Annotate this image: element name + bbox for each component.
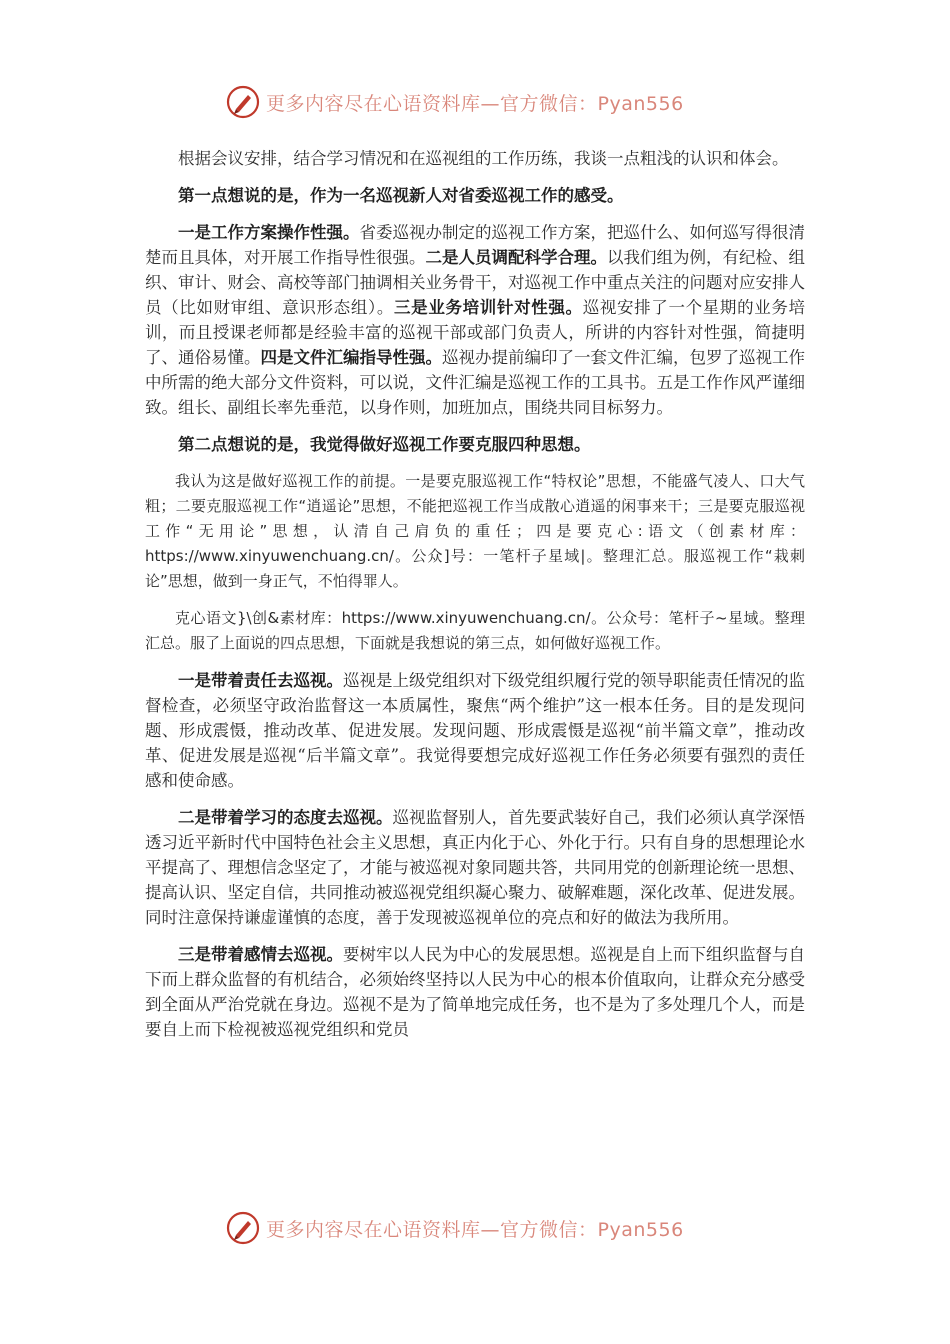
banner-text: 更多内容尽在心语资料库—官方微信：Pyan556 xyxy=(266,1218,684,1241)
section-heading-2: 第二点想说的是，我觉得做好巡视工作要克服四种思想。 xyxy=(178,435,591,454)
footer-banner xyxy=(0,1208,950,1248)
banner-text: 更多内容尽在心语资料库—官方微信：Pyan556 xyxy=(266,92,684,115)
emotion-paragraph: 三是带着感情去巡视。要树牢以人民为中心的发展思想。巡视是自上而下组织监督与自下而上群众监督的有机结合，必须始终坚持以人民为中心的根本价值取向，让群众充分感受到全面从严治党就在身边。巡视不是为了简单地完成任务，也不是为了多处理几个人，而是要自上而下检视被巡视党组织和党员 xyxy=(145,945,805,1039)
document-body xyxy=(145,146,805,1042)
learning-paragraph: 二是带着学习的态度去巡视。巡视监督别人，首先要武装好自己，我们必须认真学深悟透习近平新时代中国特色社会主义思想，真正内化于心、外化于行。只有自身的思想理论水平提高了、理想信念坚定了，才能与被巡视对象同题共答，共同用党的创新理论统一思想、提高认识、坚定自信，共同推动被巡视党组织凝心聚力、破解难题，深化改革、促进发展。同时注意保持谦虚谨慎的态度，善于发现被巡视单位的亮点和好的做法为我所用。 xyxy=(145,808,805,927)
section-heading-1: 第一点想说的是，作为一名巡视新人对省委巡视工作的感受。 xyxy=(178,186,624,205)
header-banner xyxy=(0,82,950,122)
responsibility-paragraph: 一是带着责任去巡视。巡视是上级党组织对下级党组织履行党的领导职能责任情况的监督检查，必须坚守政治监督这一本质属性，聚焦“两个维护”这一根本任务。目的是发现问题、形成震慑，推动改革、促进发展。发现问题、形成震慑是巡视“前半篇文章”，推动改革、促进发展是巡视“后半篇文章”。我觉得要想完成好巡视工作任务必须要有强烈的责任感和使命感。 xyxy=(145,671,805,790)
transition-paragraph: 克心语文}\创&素材库：https://www.xinyuwenchuang.cn/。公众号：笔杆子~星域。整理汇总。服了上面说的四点思想，下面就是我想说的第三点，如何做好巡视工作。 xyxy=(145,609,805,652)
pen-logo-icon xyxy=(226,85,260,119)
four-thoughts-paragraph: 我认为这是做好巡视工作的前提。一是要克服巡视工作“特权论”思想，不能盛气凌人、口大气粗；二要克服巡视工作“逍遥论”思想，不能把巡视工作当成散心逍遥的闲事来干；三是要克服巡视工作“无用论”思想，认清自己肩负的重任；四是要克心:语文（创素材库：https://www.xinyuwenchuang.cn/。公众]号：一笔杆子星域|。整理汇总。服巡视工作“栽刺论”思想，做到一身正气，不怕得罪人。 xyxy=(145,472,805,590)
intro-paragraph: 根据会议安排，结合学习情况和在巡视组的工作历练，我谈一点粗浅的认识和体会。 xyxy=(178,149,789,168)
pen-logo-icon xyxy=(226,1211,260,1245)
feelings-paragraph: 一是工作方案操作性强。省委巡视办制定的巡视工作方案，把巡什么、如何巡写得很清楚而且具体，对开展工作指导性很强。二是人员调配科学合理。以我们组为例，有纪检、组织、审计、财会、高校等部门抽调相关业务骨干，对巡视工作中重点关注的问题对应安排人员（比如财审组、意识形态组）。三是业务培训针对性强。巡视安排了一个星期的业务培训，而且授课老师都是经验丰富的巡视干部或部门负责人，所讲的内容针对性强，简捷明了、通俗易懂。四是文件汇编指导性强。巡视办提前编印了一套文件汇编，包罗了巡视工作中所需的绝大部分文件资料，可以说，文件汇编是巡视工作的工具书。五是工作作风严谨细致。组长、副组长率先垂范，以身作则，加班加点，围绕共同目标努力。 xyxy=(145,223,806,417)
